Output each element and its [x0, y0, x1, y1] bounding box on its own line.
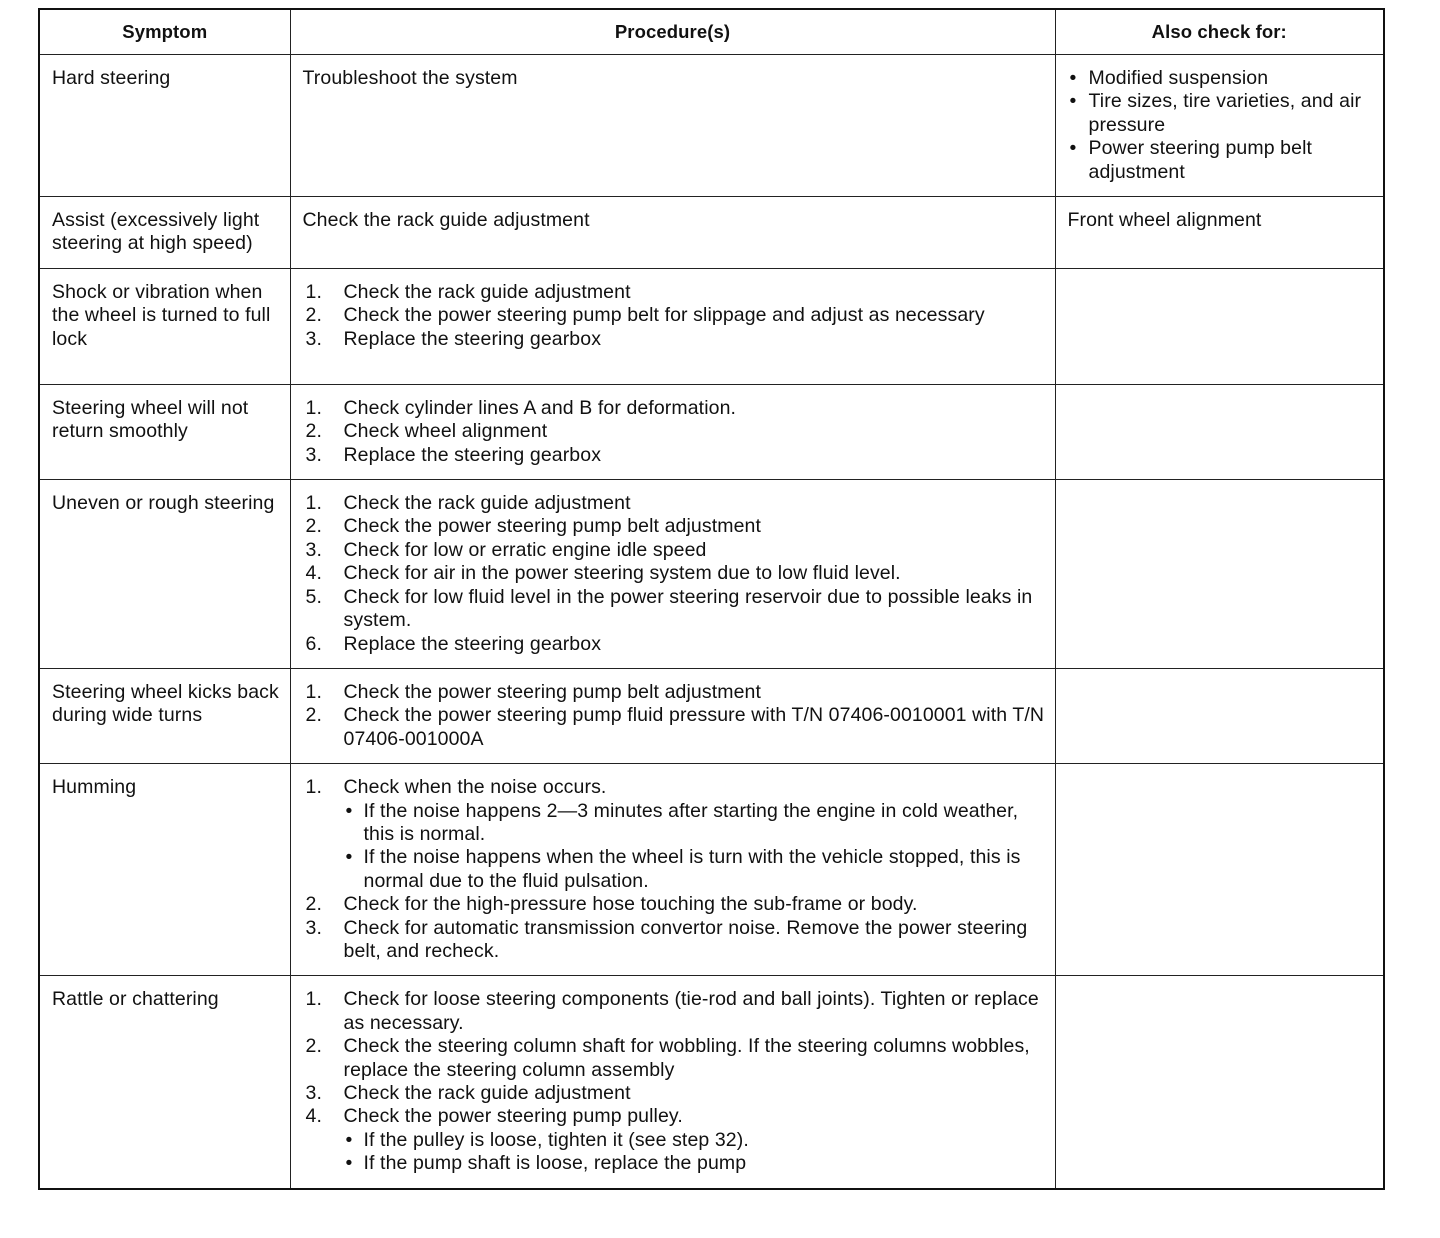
step-number: 2.: [305, 893, 322, 916]
step-text: Check for automatic transmission convertor noise. Remove the power steering belt, and recheck.: [343, 916, 1028, 962]
procedure-step: [303, 562, 1045, 585]
procedure-step: [303, 281, 1045, 304]
procedure-step: [303, 1082, 1045, 1105]
step-text: Check the power steering pump belt for slippage and adjust as necessary: [343, 304, 985, 327]
also-check-cell: [1055, 384, 1384, 479]
also-check-cell: [1055, 764, 1384, 976]
table-row: [39, 384, 1384, 479]
procedure-cell: [290, 668, 1055, 763]
step-text: Check wheel alignment: [343, 420, 548, 443]
also-check-cell: [1055, 55, 1384, 197]
also-check-text: Tire sizes, tire varieties, and air pressure: [1088, 90, 1362, 136]
step-text: Check cylinder lines A and B for deformation.: [343, 396, 737, 419]
step-number: 6.: [305, 632, 322, 655]
step-number: 1.: [305, 988, 322, 1011]
procedure-steps: [303, 492, 1045, 656]
procedure-cell: [290, 268, 1055, 384]
table-body: [39, 55, 1384, 1189]
also-check-cell: [1055, 668, 1384, 763]
symptom-column-header: Symptom: [39, 9, 290, 55]
step-text: Check the power steering pump belt adjustment: [343, 680, 761, 703]
step-text: Check for air in the power steering system due to low fluid level.: [343, 562, 901, 585]
also-check-cell: [1055, 976, 1384, 1189]
step-text: Check for low fluid level in the power steering reservoir due to possible leaks in system.: [343, 585, 1033, 632]
symptom-cell: Humming: [39, 764, 290, 976]
step-number: 1.: [305, 492, 322, 515]
procedure-steps: [303, 988, 1045, 1175]
symptom-cell: Steering wheel kicks back during wide turns: [39, 668, 290, 763]
step-text: Check when the noise occurs.: [343, 776, 607, 799]
procedure-cell: [290, 384, 1055, 479]
step-number: 2.: [305, 704, 322, 727]
step-number: 5.: [305, 585, 322, 608]
sub-bullet-item: [344, 800, 1045, 847]
procedure-cell: [290, 976, 1055, 1189]
symptom-cell: Assist (excessively light steering at high speed): [39, 197, 290, 269]
bullet-icon: •: [345, 799, 353, 822]
procedure-steps: [303, 681, 1045, 751]
sub-bullet-list: [344, 1129, 1045, 1176]
procedure-column-header: Procedure(s): [290, 9, 1055, 55]
also-check-list: [1068, 67, 1374, 184]
step-number: 2.: [305, 515, 322, 538]
procedure-step: [303, 586, 1045, 633]
step-text: Check for the high-pressure hose touching the sub-frame or body.: [343, 893, 918, 916]
step-number: 3.: [305, 443, 322, 466]
procedure-step: [303, 444, 1045, 467]
step-text: Check the rack guide adjustment: [343, 280, 631, 303]
also-check-cell: [1055, 480, 1384, 669]
sub-bullet-text: If the noise happens 2—3 minutes after starting the engine in cold weather, this is normal.: [363, 799, 1019, 845]
table-row: [39, 197, 1384, 269]
also-check-cell: Front wheel alignment: [1055, 197, 1384, 269]
step-number: 3.: [305, 538, 322, 561]
sub-bullet-text: If the noise happens when the wheel is turn with the vehicle stopped, this is normal due to the fluid pulsation.: [363, 846, 1021, 892]
troubleshooting-table: [38, 8, 1385, 1190]
sub-bullet-item: [344, 1129, 1045, 1152]
symptom-cell: Uneven or rough steering: [39, 480, 290, 669]
step-number: 3.: [305, 327, 322, 350]
bullet-icon: •: [345, 1152, 353, 1175]
symptom-cell: Rattle or chattering: [39, 976, 290, 1189]
procedure-step: [303, 776, 1045, 893]
sub-bullet-text: If the pulley is loose, tighten it (see step 32).: [363, 1128, 749, 1151]
also-check-item: [1068, 90, 1374, 137]
header-row: [39, 9, 1384, 55]
step-text: Check the power steering pump pulley.: [343, 1105, 683, 1128]
also-check-text: Modified suspension: [1088, 67, 1269, 89]
procedure-step: [303, 420, 1045, 443]
procedure-cell: Troubleshoot the system: [290, 55, 1055, 197]
step-number: 4.: [305, 562, 322, 585]
also-check-item: [1068, 137, 1374, 184]
procedure-step: [303, 917, 1045, 964]
step-number: 3.: [305, 916, 322, 939]
procedure-steps: [303, 281, 1045, 351]
procedure-step: [303, 1105, 1045, 1175]
table-header: [39, 9, 1384, 55]
procedure-steps: [303, 397, 1045, 467]
step-text: Replace the steering gearbox: [343, 632, 602, 655]
procedure-cell: Check the rack guide adjustment: [290, 197, 1055, 269]
also-check-item: [1068, 67, 1374, 90]
procedure-step: [303, 328, 1045, 351]
table-row: [39, 480, 1384, 669]
step-text: Check for loose steering components (tie-rod and ball joints). Tighten or replace as necessary.: [343, 988, 1039, 1034]
step-number: 1.: [305, 396, 322, 419]
procedure-cell: [290, 480, 1055, 669]
procedure-step: [303, 893, 1045, 916]
also-check-cell: [1055, 268, 1384, 384]
procedure-step: [303, 681, 1045, 704]
step-number: 3.: [305, 1082, 322, 1104]
procedure-step: [303, 988, 1045, 1035]
table-row: [39, 764, 1384, 976]
procedure-step: [303, 515, 1045, 538]
sub-bullet-item: [344, 1152, 1045, 1175]
symptom-cell: Hard steering: [39, 55, 290, 197]
bullet-icon: •: [345, 1128, 353, 1151]
procedure-cell: [290, 764, 1055, 976]
procedure-step: [303, 492, 1045, 515]
procedure-step: [303, 1035, 1045, 1082]
procedure-step: [303, 397, 1045, 420]
step-text: Replace the steering gearbox: [343, 443, 602, 466]
step-text: Check the power steering pump belt adjustment: [343, 515, 761, 538]
step-number: 1.: [305, 776, 322, 799]
also-check-column-header: Also check for:: [1055, 9, 1384, 55]
step-number: 2.: [305, 1035, 322, 1058]
also-check-text: Power steering pump belt adjustment: [1088, 137, 1313, 183]
bullet-icon: •: [1069, 67, 1077, 89]
step-text: Replace the steering gearbox: [343, 327, 602, 350]
procedure-step: [303, 633, 1045, 656]
bullet-icon: •: [1069, 90, 1077, 113]
table-row: [39, 976, 1384, 1189]
step-text: Check the power steering pump fluid pressure with T/N 07406-0010001 with T/N 07406-001000A: [343, 704, 1045, 750]
procedure-step: [303, 539, 1045, 562]
procedure-step: [303, 304, 1045, 327]
symptom-cell: Steering wheel will not return smoothly: [39, 384, 290, 479]
bullet-icon: •: [345, 846, 353, 869]
step-number: 2.: [305, 420, 322, 443]
table-row: [39, 668, 1384, 763]
step-text: Check the rack guide adjustment: [343, 492, 631, 515]
step-number: 1.: [305, 680, 322, 703]
step-text: Check for low or erratic engine idle speed: [343, 538, 707, 561]
table-row: [39, 268, 1384, 384]
sub-bullet-text: If the pump shaft is loose, replace the pump: [363, 1152, 747, 1175]
procedure-steps: [303, 776, 1045, 963]
step-number: 4.: [305, 1105, 322, 1128]
symptom-cell: Shock or vibration when the wheel is turned to full lock: [39, 268, 290, 384]
step-text: Check the steering column shaft for wobbling. If the steering columns wobbles, replace the steering column assembly: [343, 1035, 1030, 1081]
step-number: 2.: [305, 304, 322, 327]
bullet-icon: •: [1069, 137, 1077, 160]
step-number: 1.: [305, 280, 322, 303]
sub-bullet-list: [344, 800, 1045, 894]
step-text: Check the rack guide adjustment: [343, 1082, 631, 1104]
table-row: [39, 55, 1384, 197]
sub-bullet-item: [344, 846, 1045, 893]
procedure-step: [303, 704, 1045, 751]
